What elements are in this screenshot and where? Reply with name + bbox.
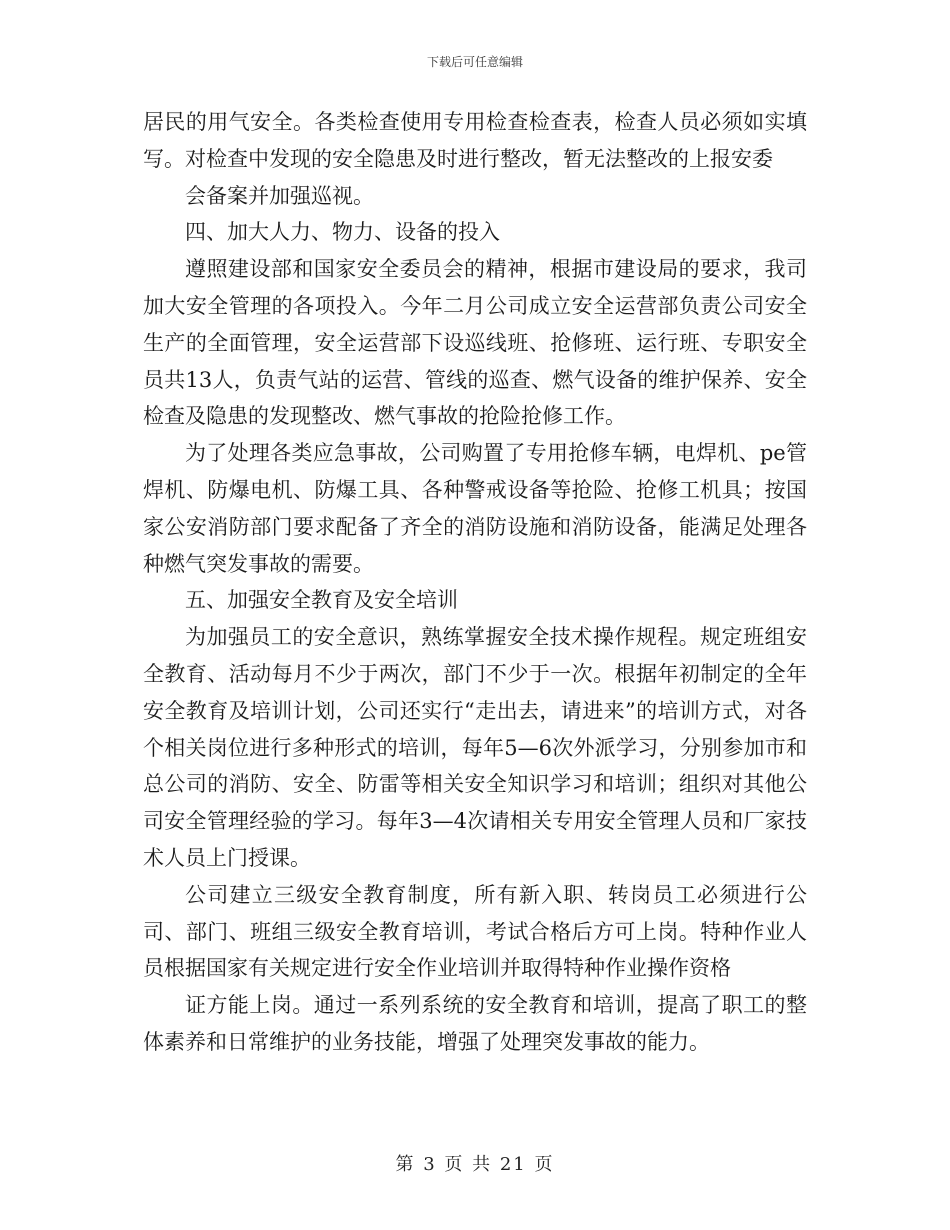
paragraph-1: 居民的用气安全。各类检查使用专用检查检查表，检查人员必须如实填写。对检查中发现的安全隐患及时进行整改，暂无法整改的上报安委 [143,110,807,171]
paragraph-9: 证方能上岗。通过一系列系统的安全教育和培训，提高了职工的整体素养和日常维护的业务技能，增强了处理突发事故的能力。 [143,993,807,1054]
page-header-note: 下载后可任意编辑 [426,55,523,69]
document-body [143,104,807,1061]
paragraph-2: 会备案并加强巡视。 [185,183,374,208]
paragraph-8: 公司建立三级安全教育制度，所有新入职、转岗员工必须进行公司、部门、班组三级安全教育培训，考试合格后方可上岗。特种作业人员根据国家有关规定进行安全作业培训并取得特种作业操作资格 [143,882,807,981]
paragraph-5: 为了处理各类应急事故，公司购置了专用抢修车辆，电焊机、pe管焊机、防爆电机、防爆工具、各种警戒设备等抢险、抢修工机具；按国家公安消防部门要求配备了齐全的消防设施和消防设备，能满足处理各种燃气突发事故的需要。 [143,441,807,576]
paragraph-7: 为加强员工的安全意识，熟练掌握安全技术操作规程。规定班组安全教育、活动每月不少于两次，部门不少于一次。根据年初制定的全年安全教育及培训计划，公司还实行“走出去，请进来”的培训方式，对各个相关岗位进行多种形式的培训，每年5—6次外派学习，分别参加市和总公司的消防、安全、防雷等相关安全知识学习和培训；组织对其他公司安全管理经验的学习。每年3—4次请相关专用安全管理人员和厂家技术人员上门授课。 [143,625,807,870]
paragraph-4: 遵照建设部和国家安全委员会的精神，根据市建设局的要求，我司加大安全管理的各项投入。今年二月公司成立安全运营部负责公司安全生产的全面管理，安全运营部下设巡线班、抢修班、运行班、专职安全员共13人，负责气站的运营、管线的巡查、燃气设备的维护保养、安全检查及隐患的发现整改、燃气事故的抢险抢修工作。 [143,257,807,429]
section-heading-4: 四、加大人力、物力、设备的投入 [185,220,500,245]
section-heading-5: 五、加强安全教育及安全培训 [185,588,458,613]
page-number: 第 3 页 共 21 页 [395,1154,555,1175]
